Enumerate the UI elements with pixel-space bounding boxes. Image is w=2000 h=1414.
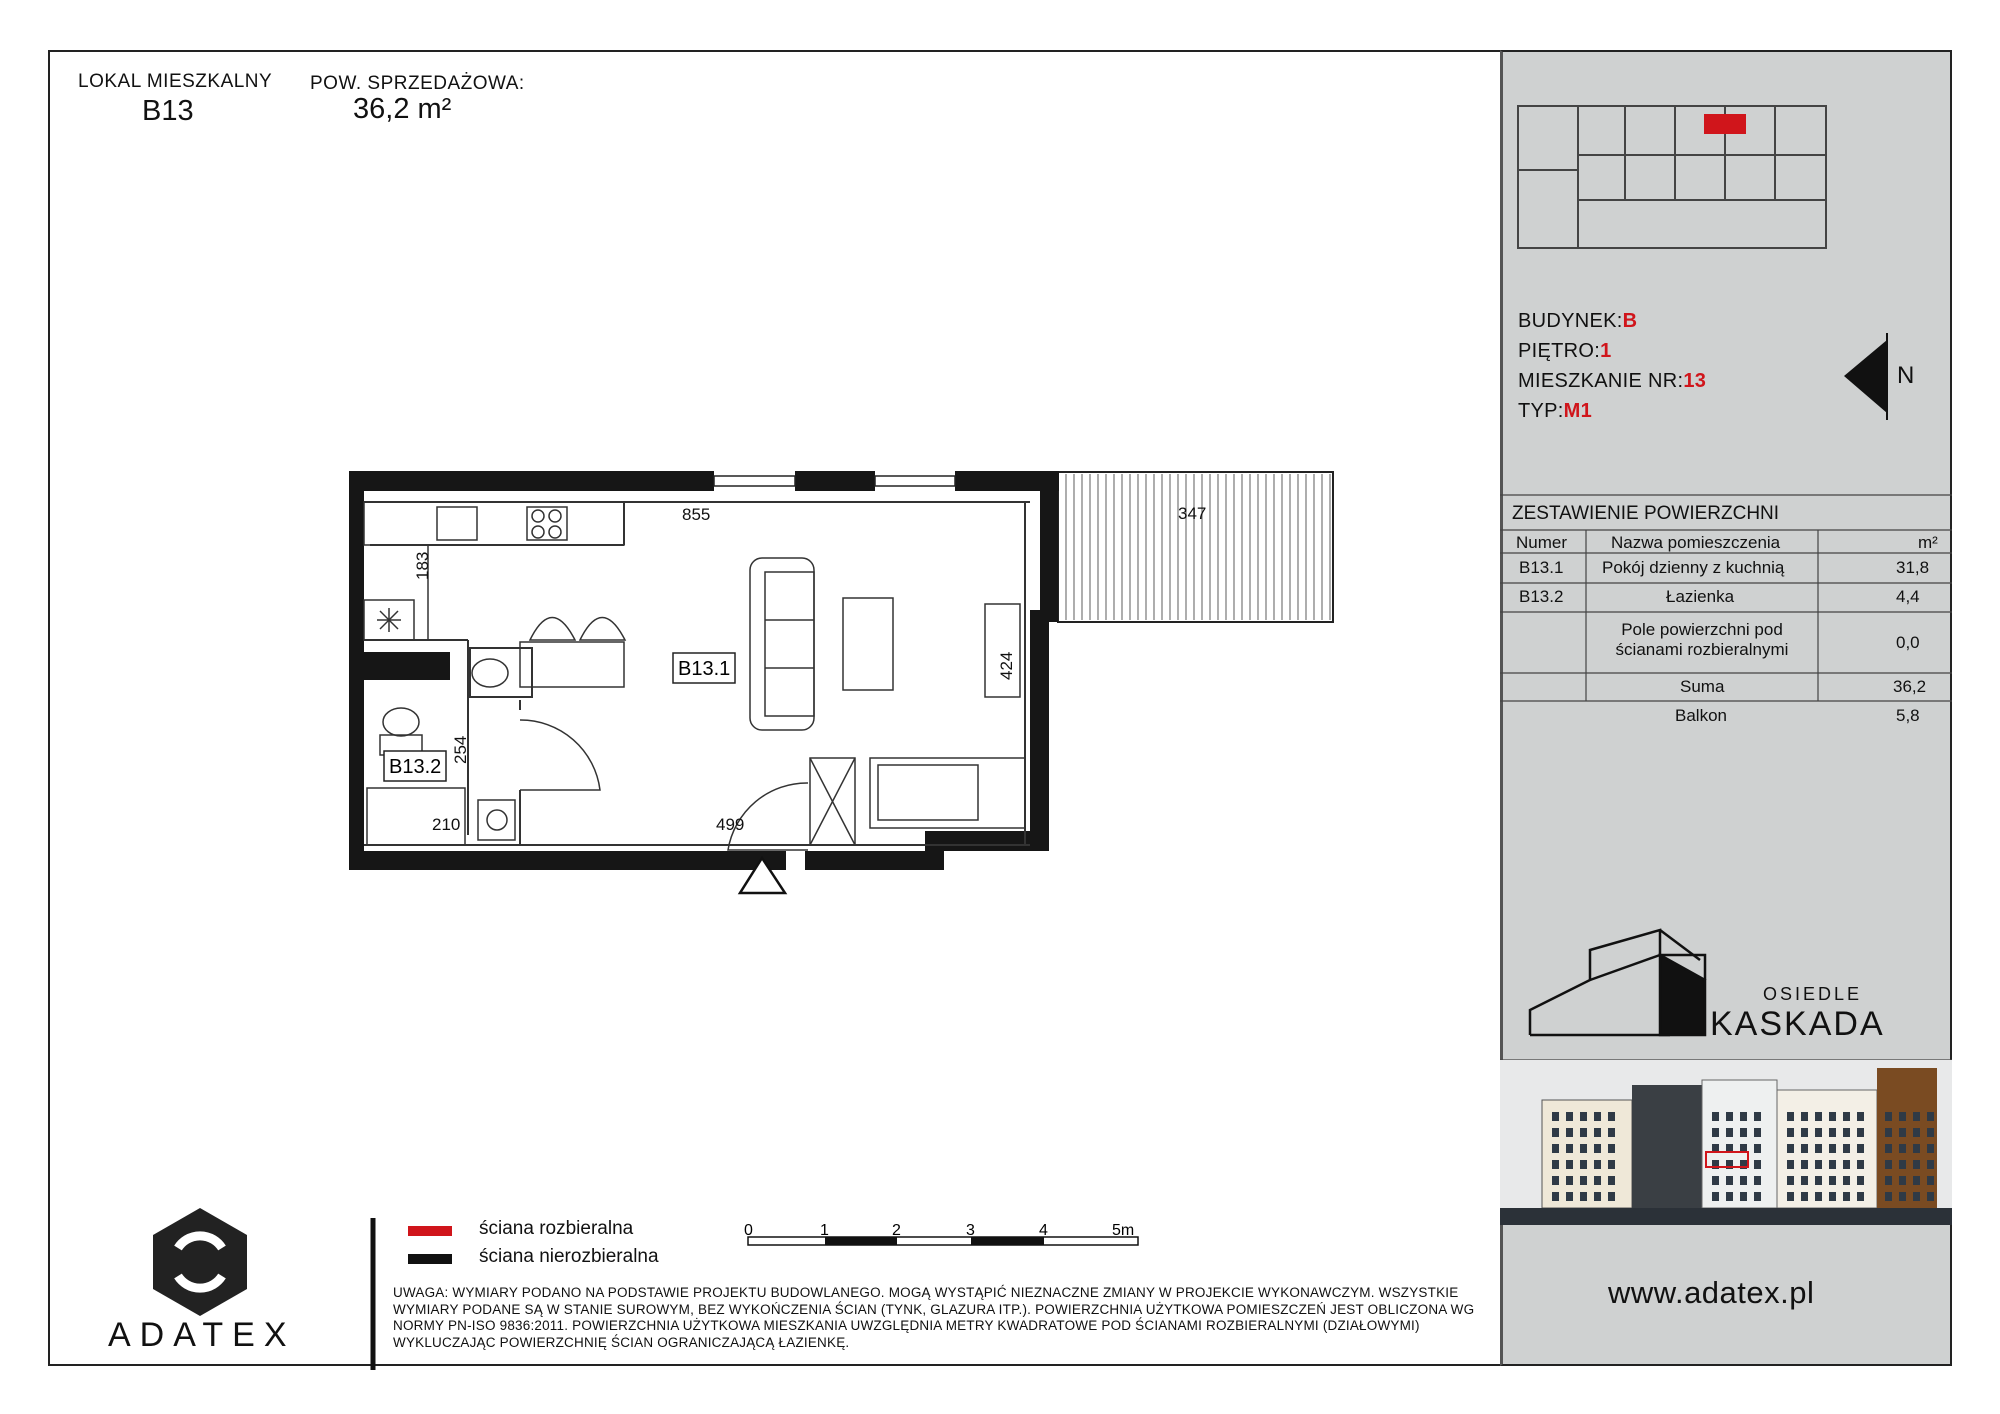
svg-text:B13.2: B13.2 <box>389 756 442 778</box>
row-3-name: Pole powierzchni pod ścianami rozbieralnymi <box>1615 620 1789 659</box>
svg-text:N: N <box>1897 362 1915 389</box>
sofa <box>750 558 1025 845</box>
unit-label: LOKAL MIESZKALNY <box>78 71 273 92</box>
legend-demountable: ściana rozbieralna <box>479 1218 634 1239</box>
row-2-number: B13.2 <box>1519 587 1564 606</box>
svg-text:5m: 5m <box>1112 1222 1135 1239</box>
row-2-area: 4,4 <box>1896 587 1920 606</box>
north-arrow-icon <box>1844 333 1914 420</box>
svg-text:1: 1 <box>820 1222 829 1239</box>
legend-swatch-demountable <box>408 1226 452 1236</box>
coffee-table <box>843 598 893 690</box>
dim-kitchen: 183 <box>413 551 432 580</box>
dim-width: 855 <box>682 505 711 524</box>
disclaimer-note: UWAGA: WYMIARY PODANO NA PODSTAWIE PROJEKTU BUDOWLANEGO. MOGĄ WYSTĄPIĆ NIEZNACZNE ZMIANY W PROJEKCIE WYKONAWCZYM. WSZYSTKIE WYMIARY PODANE SĄ W STANIE SUROWYM, BEZ WYKOŃCZENIA ŚCIAN (TYNK, GLAZURA ITP.). POWIERZCHNIA UŻYTKOWA POMIESZCZEŃ JEST OBLICZONA WG NORMY PN-ISO 9836:2011. POWIERZCHNIA UŻYTKOWA MIESZKANIA UWZGLĘDNIA METRY KWADRATOWE POD ŚCIANAMI ROZBIERALNYMI (DZIAŁOWYMI) WYKLUCZAJĄC POWIERZCHNIĘ ŚCIAN OGRANICZAJĄCĄ ŁAZIENKĘ. <box>393 1285 1475 1350</box>
website-link[interactable]: www.adatex.pl <box>1608 1275 1815 1310</box>
areas-table-title: ZESTAWIENIE POWIERZCHNI <box>1512 503 1780 524</box>
row-2-name: Łazienka <box>1666 587 1735 606</box>
key-plan-highlight <box>1704 114 1746 134</box>
scale-bar <box>744 1222 1138 1245</box>
building-info: BUDYNEK:B <box>1518 310 1638 332</box>
adatex-logo-icon <box>153 1208 247 1316</box>
sum-label: Suma <box>1680 677 1725 696</box>
estate-small-name: OSIEDLE <box>1763 984 1863 1004</box>
toilet-icon <box>383 708 419 736</box>
washbasin-counter <box>470 648 532 697</box>
tv-cabinet <box>985 604 1020 697</box>
apartment-info: MIESZKANIE NR:13 <box>1518 370 1707 392</box>
col-name: Nazwa pomieszczenia <box>1611 533 1781 552</box>
svg-text:4: 4 <box>1039 1222 1048 1239</box>
balcony-value: 5,8 <box>1896 706 1920 725</box>
bath-door <box>520 720 600 790</box>
sum-value: 36,2 <box>1893 677 1927 696</box>
key-plan <box>1518 106 1826 248</box>
dim-bath-depth: 254 <box>451 735 470 764</box>
dim-bath-width: 210 <box>432 815 461 834</box>
estate-big-name: KASKADA <box>1710 1005 1885 1043</box>
row-1-area: 31,8 <box>1896 558 1930 577</box>
svg-text:B13.1: B13.1 <box>678 658 731 680</box>
building-render <box>1500 1060 1952 1225</box>
row-1-name: Pokój dzienny z kuchnią <box>1602 558 1785 577</box>
col-unit: m² <box>1918 533 1938 552</box>
company-name: ADATEX <box>108 1316 296 1354</box>
kitchen-counter <box>364 502 624 640</box>
balcony-label: Balkon <box>1675 706 1727 725</box>
room-tag-bath <box>384 751 446 781</box>
dim-balcony: 347 <box>1178 504 1207 523</box>
dim-hall: 499 <box>716 815 745 834</box>
row-1-number: B13.1 <box>1519 558 1564 577</box>
dining-set <box>520 618 625 688</box>
row-3-area: 0,0 <box>1896 633 1920 652</box>
col-number: Numer <box>1516 533 1568 552</box>
legend-swatch-structural <box>408 1254 452 1264</box>
area-label: POW. SPRZEDAŻOWA: <box>310 73 525 94</box>
type-info: TYP:M1 <box>1518 400 1593 422</box>
dim-living-depth: 424 <box>997 651 1016 680</box>
svg-text:2: 2 <box>892 1222 901 1239</box>
washbasin-icon <box>472 659 508 687</box>
svg-text:3: 3 <box>966 1222 975 1239</box>
balcony <box>1058 472 1333 622</box>
bed <box>870 758 1025 828</box>
area-value: 36,2 m² <box>353 93 452 125</box>
unit-code: B13 <box>142 95 194 127</box>
legend-structural: ściana nierozbieralna <box>479 1246 659 1267</box>
svg-text:0: 0 <box>744 1222 753 1239</box>
room-tag-living <box>673 653 735 683</box>
washing-machine <box>478 800 515 840</box>
sink-icon <box>437 507 477 540</box>
floor-info: PIĘTRO:1 <box>1518 340 1612 362</box>
kaskada-logo-icon <box>1530 930 1705 1035</box>
